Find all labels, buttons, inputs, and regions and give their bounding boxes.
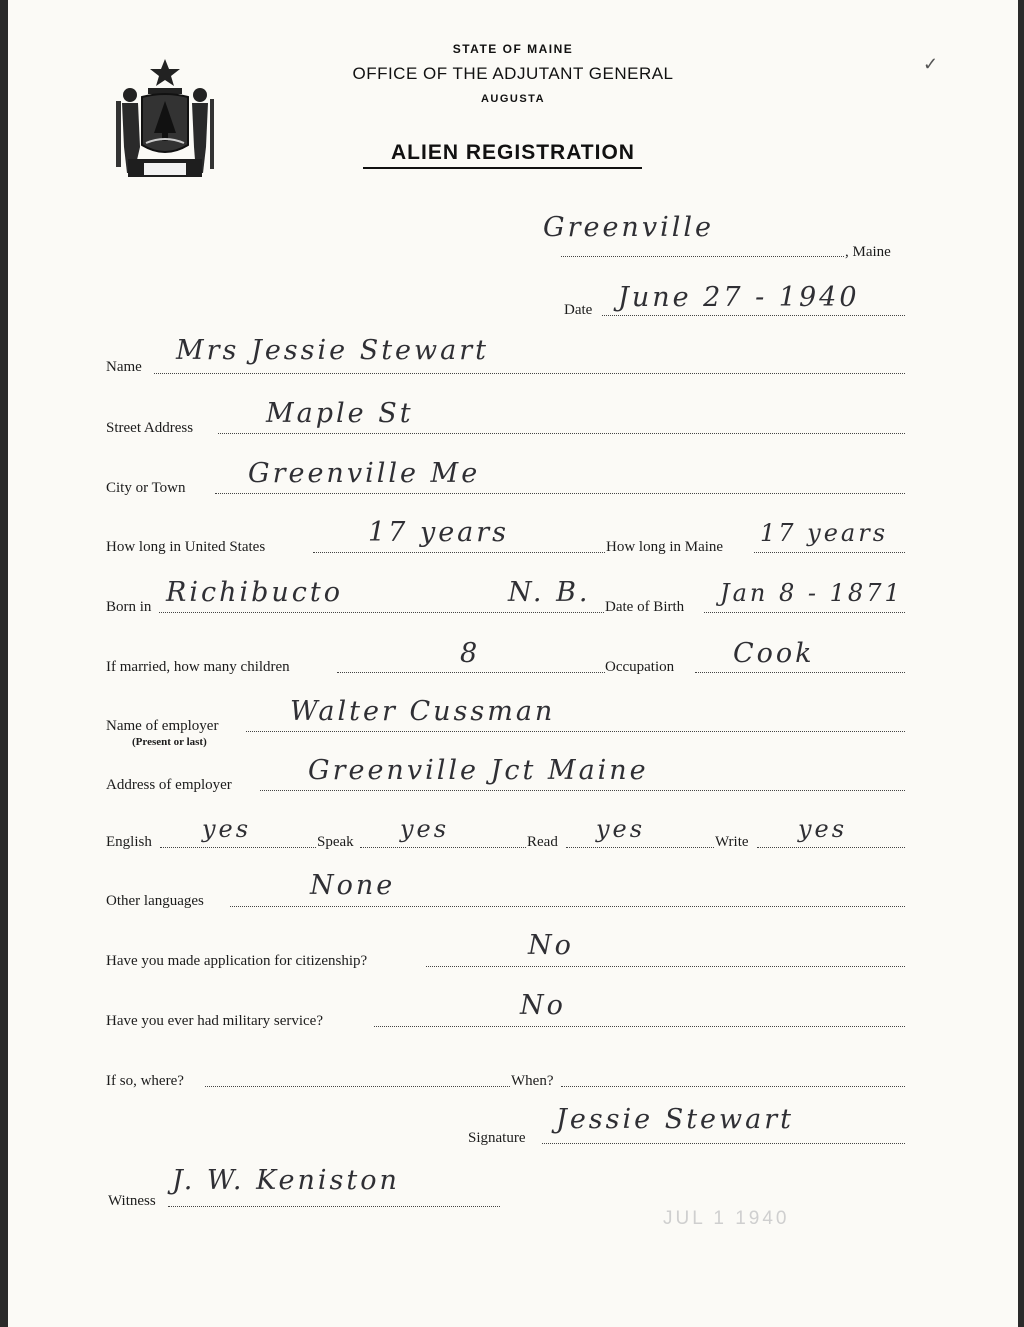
- read-label: Read: [527, 834, 558, 850]
- when-line: [561, 1086, 905, 1087]
- maine-label: , Maine: [845, 244, 891, 260]
- date-value: June 27 - 1940: [618, 282, 860, 313]
- other-languages-label: Other languages: [106, 893, 204, 909]
- street-label: Street Address: [106, 420, 194, 436]
- read-value: yes: [596, 815, 646, 843]
- when-label: When?: [511, 1073, 554, 1089]
- write-value: yes: [798, 815, 848, 843]
- born-province-value: N. B.: [508, 577, 591, 608]
- street-line: [218, 433, 905, 434]
- if-so-where-line: [205, 1086, 510, 1087]
- english-line: [160, 847, 316, 848]
- name-line: [154, 373, 905, 374]
- name-value: Mrs Jessie Stewart: [176, 335, 489, 366]
- date-line: [602, 315, 905, 316]
- date-label: Date: [564, 302, 593, 318]
- how-long-us-line: [313, 552, 605, 553]
- citizenship-value: No: [528, 930, 574, 961]
- check-mark-icon: ✓: [923, 54, 939, 75]
- witness-value: J. W. Keniston: [172, 1165, 400, 1196]
- date-of-birth-line: [704, 612, 905, 613]
- military-label: Have you ever had military service?: [106, 1013, 323, 1029]
- how-long-maine-line: [754, 552, 905, 553]
- form-title: ALIEN REGISTRATION: [391, 141, 635, 164]
- occupation-line: [695, 672, 905, 673]
- english-value: yes: [202, 815, 252, 843]
- read-line: [566, 847, 714, 848]
- title-underline: [363, 167, 642, 169]
- citizenship-line: [426, 966, 905, 967]
- occupation-value: Cook: [733, 638, 815, 669]
- children-line: [337, 672, 605, 673]
- how-long-us-value: 17 years: [368, 517, 510, 548]
- signature-line: [542, 1143, 905, 1144]
- speak-label: Speak: [317, 834, 354, 850]
- write-label: Write: [715, 834, 749, 850]
- employer-address-label: Address of employer: [106, 777, 232, 793]
- write-line: [757, 847, 905, 848]
- town-value: Greenville: [543, 212, 714, 243]
- name-label: Name: [106, 359, 142, 375]
- town-line: [561, 256, 844, 257]
- speak-line: [360, 847, 526, 848]
- office-heading: OFFICE OF THE ADJUTANT GENERAL: [352, 64, 674, 83]
- other-languages-value: None: [310, 870, 396, 901]
- witness-line: [168, 1206, 500, 1207]
- signature-value: Jessie Stewart: [556, 1104, 795, 1135]
- if-so-where-label: If so, where?: [106, 1073, 184, 1089]
- speak-value: yes: [400, 815, 450, 843]
- citizenship-label: Have you made application for citizenship?: [106, 953, 368, 969]
- employer-address-value: Greenville Jct Maine: [308, 755, 649, 786]
- english-label: English: [106, 834, 152, 850]
- how-long-maine-label: How long in Maine: [606, 539, 724, 555]
- received-stamp: JUL 1 1940: [663, 1208, 790, 1229]
- how-long-us-label: How long in United States: [106, 539, 266, 555]
- born-in-line: [159, 612, 604, 613]
- employer-label: Name of employer: [106, 718, 219, 734]
- employer-line: [246, 731, 905, 732]
- city-label: City or Town: [106, 480, 186, 496]
- occupation-label: Occupation: [605, 659, 675, 675]
- registration-form: [8, 0, 1018, 1327]
- born-in-label: Born in: [106, 599, 152, 615]
- signature-label: Signature: [468, 1130, 526, 1146]
- employer-note: (Present or last): [132, 736, 207, 748]
- witness-label: Witness: [108, 1193, 156, 1209]
- date-of-birth-value: Jan 8 - 1871: [720, 579, 903, 607]
- military-line: [374, 1026, 905, 1027]
- employer-value: Walter Cussman: [290, 696, 556, 727]
- married-children-label: If married, how many children: [106, 659, 290, 675]
- born-in-value: Richibucto: [166, 577, 344, 608]
- employer-address-line: [260, 790, 905, 791]
- city-heading: AUGUSTA: [480, 93, 546, 105]
- military-value: No: [520, 990, 566, 1021]
- street-value: Maple St: [266, 398, 414, 429]
- city-line: [215, 493, 905, 494]
- how-long-maine-value: 17 years: [760, 519, 889, 547]
- date-of-birth-label: Date of Birth: [605, 599, 685, 615]
- state-heading: STATE OF MAINE: [452, 42, 574, 56]
- children-value: 8: [460, 638, 481, 669]
- other-languages-line: [230, 906, 905, 907]
- city-value: Greenville Me: [248, 458, 481, 489]
